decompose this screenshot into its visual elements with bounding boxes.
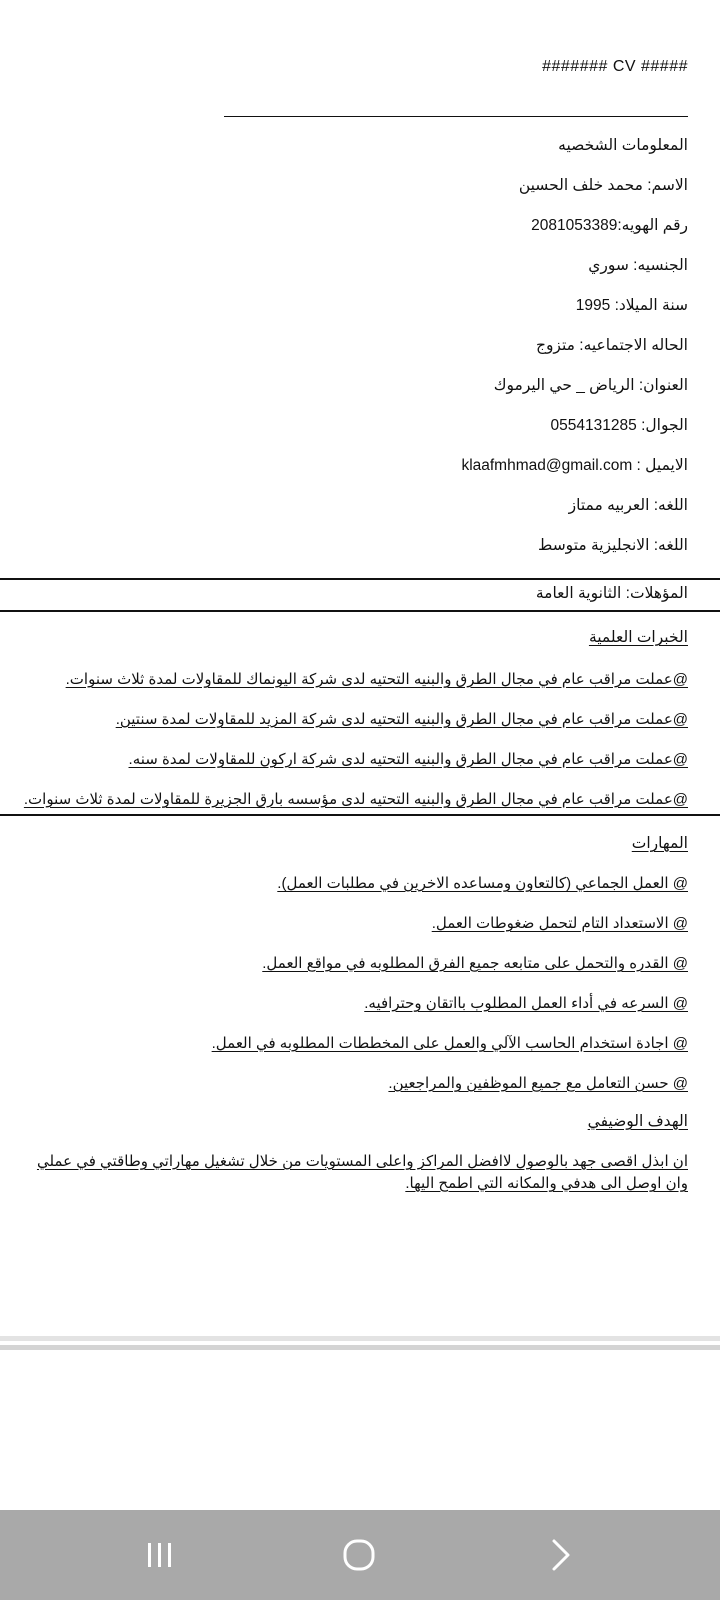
recents-button[interactable] — [130, 1530, 190, 1580]
qualifications-top-rule — [0, 578, 720, 580]
personal-heading: المعلومات الشخصيه — [558, 137, 688, 154]
home-icon — [340, 1530, 380, 1580]
language-arabic-field: اللغه: العربيه ممتاز — [568, 497, 688, 514]
experience-item: @عملت مراقب عام في مجال الطرق والبنيه التحتيه لدى شركة اركون للمقاولات لمدة سنه. — [128, 751, 688, 768]
goal-line: وان اوصل الى هدفي والمكانه التي اطمح اليها. — [405, 1175, 688, 1192]
id-number-field: رقم الهويه:2081053389 — [531, 217, 688, 234]
birth-year-field: سنة الميلاد: 1995 — [575, 297, 688, 314]
back-button[interactable] — [532, 1530, 592, 1580]
home-button[interactable] — [330, 1530, 390, 1580]
skill-item: @ العمل الجماعي (كالتعاون ومساعده الاخرين في مطلبات العمل). — [277, 875, 688, 892]
skill-item: @ الاستعداد التام لتحمل ضغوطات العمل. — [431, 915, 688, 932]
blank-area — [0, 1350, 720, 1510]
name-field: الاسم: محمد خلف الحسين — [518, 177, 688, 194]
skill-item: @ اجادة استخدام الحاسب الآلي والعمل على المخططات المطلوبه في العمل. — [211, 1035, 688, 1052]
page-divider — [0, 1336, 720, 1350]
recents-icon — [140, 1530, 180, 1580]
skill-item: @ حسن التعامل مع جميع الموظفين والمراجعين. — [388, 1075, 688, 1092]
system-navigation-bar — [0, 1510, 720, 1600]
skills-heading: المهارات — [631, 835, 688, 852]
mobile-field: الجوال: 0554131285 — [550, 417, 688, 434]
experience-item: @عملت مراقب عام في مجال الطرق والبنيه التحتيه لدى مؤسسه بارق الجزيرة للمقاولات لمدة ثلاث سنوات. — [23, 791, 688, 808]
skill-item: @ القدره والتحمل على متابعه جميع الفرق المطلوبه في مواقع العمل. — [262, 955, 688, 972]
goal-heading: الهدف الوضيفي — [587, 1113, 688, 1130]
experience-bottom-rule — [0, 814, 720, 816]
nationality-field: الجنسيه: سوري — [588, 257, 688, 274]
language-english-field: اللغه: الانجليزية متوسط — [537, 537, 688, 554]
address-field: العنوان: الرياض _ حي اليرموك — [493, 377, 688, 394]
marital-status-field: الحاله الاجتماعيه: متزوج — [535, 337, 688, 354]
skill-item: @ السرعه في أداء العمل المطلوب بااتقان وحترافيه. — [364, 995, 688, 1012]
cv-header: ####### CV ##### — [542, 58, 688, 75]
experience-item: @عملت مراقب عام في مجال الطرق والبنيه التحتيه لدى شركة المزيد للمقاولات لمدة سنتين. — [115, 711, 688, 728]
qualifications-bottom-rule — [0, 610, 720, 612]
back-icon — [542, 1530, 582, 1580]
experience-item: @عملت مراقب عام في مجال الطرق والبنيه التحتيه لدى شركة اليونماك للمقاولات لمدة ثلاث سنوات. — [65, 671, 688, 688]
qualifications-field: المؤهلات: الثانوية العامة — [535, 585, 688, 602]
experience-heading: الخبرات العلمية — [588, 629, 688, 646]
goal-line: ان ابذل اقصى جهد بالوصول لاافضل المراكز واعلى المستويات من خلال تشغيل مهاراتي وطاقتي في عملي — [36, 1153, 688, 1170]
header-rule — [224, 116, 688, 117]
email-field: الايميل : klaafmhmad@gmail.com — [461, 457, 688, 474]
